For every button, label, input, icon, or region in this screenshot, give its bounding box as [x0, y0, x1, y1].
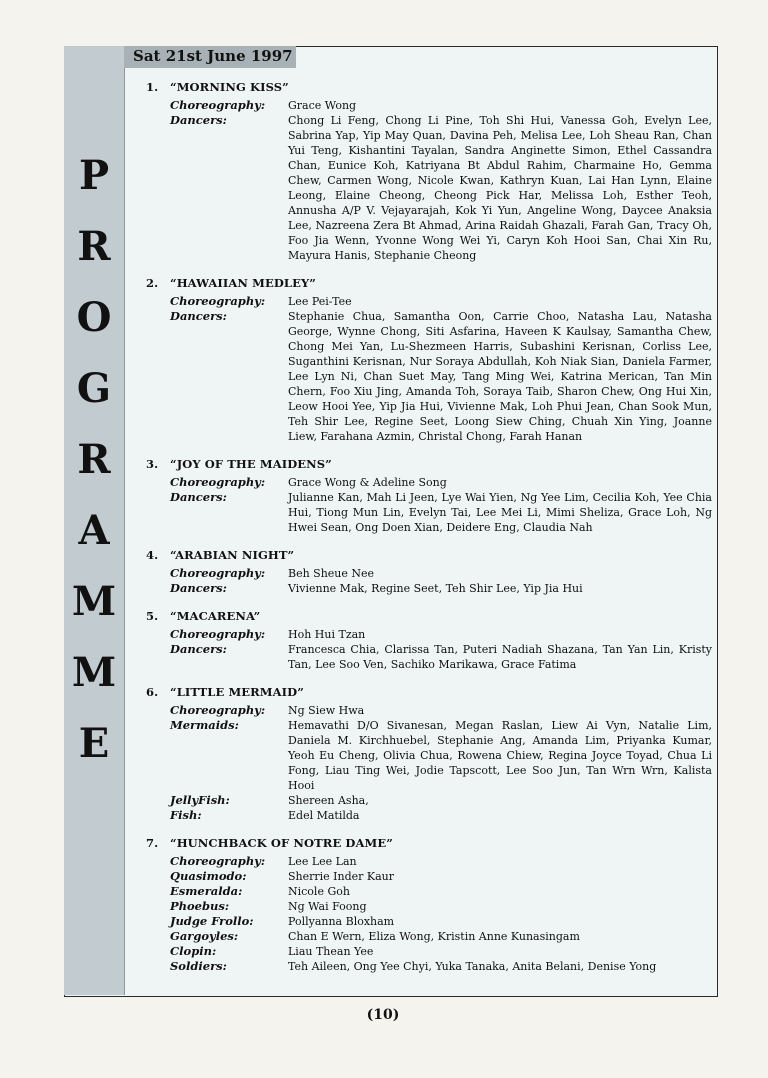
title-letter: P: [78, 152, 110, 199]
credit-names: Chong Li Feng, Chong Li Pine, Toh Shi Hui, Vanessa Goh, Evelyn Lee, Sabrina Yap, Yip May Quan, Davina Peh, Melisa Lee, Loh Sheau Ran, Chan Yui Teng, Kishantini Tayalan, Sandra Anginette Simon, Ethel Cassandra Chan, Eunice Koh, Katriyana Bt Abdul Rahim, Charmaine Ho, Gemma Chew, Carmen Wong, Nicole Kwan, Kathryn Kuan, Lai Han Lynn, Elaine Leong, Elaine Cheong, Cheong Pick Har, Melissa Loh, Esther Teoh, Annusha A/P V. Vejayarajah, Kok Yi Yun, Angeline Wong, Daycee Anaksia Lee, Nazreena Zera Bt Ahmad, Arina Raidah Ghazali, Farah Gan, Tracy Oh, Foo Jia Wenn, Yvonne Wong Wei Yi, Caryn Koh Hooi San, Chai Xin Ru, Mayura Hanis, Stephanie Cheong: [288, 114, 712, 262]
credit-row: [146, 959, 714, 974]
item-title: “LITTLE MERMAID”: [170, 685, 304, 699]
credit-names: Liau Thean Yee: [288, 945, 374, 958]
item-number: 4.: [146, 548, 159, 562]
programme-vertical-title: [64, 152, 124, 767]
item-heading: [146, 456, 714, 472]
item-heading: [146, 608, 714, 624]
item-title: “ARABIAN NIGHT”: [170, 548, 295, 562]
credit-role: Soldiers:: [170, 959, 227, 973]
item-title: “MORNING KISS”: [170, 80, 289, 94]
credit-row: [146, 703, 714, 718]
credit-row: [146, 627, 714, 642]
credit-row: [146, 793, 714, 808]
credit-names: Julianne Kan, Mah Li Jeen, Lye Wai Yien, Ng Yee Lim, Cecilia Koh, Yee Chia Hui, Tiong Mun Lin, Evelyn Tai, Lee Mei Li, Mimi Sheliza, Grace Loh, Ng Hwei Sean, Ong Doen Xian, Deidere Eng, Claudia Nah: [288, 491, 712, 534]
credit-role: Choreography:: [170, 98, 266, 112]
title-letter: M: [71, 578, 117, 625]
credit-names: Stephanie Chua, Samantha Oon, Carrie Choo, Natasha Lau, Natasha George, Wynne Chong, Siti Asfarina, Haveen K Kaulsay, Samantha Chew, Chong Mei Yan, Lu-Shezmeen Harris, Subashini Kerisnan, Corliss Lee, Suganthini Kerisnan, Nur Soraya Abdullah, Koh Niak Sian, Daniela Farmer, Lee Lyn Ni, Chan Suet May, Tang Ming Wei, Katrina Merican, Tan Min Chern, Foo Xiu Jing, Amanda Toh, Soraya Taib, Sharon Chew, Ong Hui Xin, Leow Hooi Yee, Yip Jia Hui, Vivienne Mak, Loh Phui Jean, Chan Sook Mun, Teh Shir Lee, Regine Seet, Loong Siew Ching, Chuah Xin Ying, Joanne Liew, Farahana Azmin, Christal Chong, Farah Hanan: [288, 310, 712, 443]
credit-role: Fish:: [170, 808, 202, 822]
title-letter: R: [77, 223, 111, 270]
item-number: 3.: [146, 457, 159, 471]
programme-item: [146, 835, 714, 974]
credit-row: [146, 642, 714, 672]
title-letter: E: [78, 720, 110, 767]
credit-role: Dancers:: [170, 581, 227, 595]
title-letter: M: [71, 649, 117, 696]
title-letter: O: [76, 294, 112, 341]
item-number: 2.: [146, 276, 159, 290]
item-heading: [146, 547, 714, 563]
credit-row: [146, 98, 714, 113]
credit-role: Dancers:: [170, 113, 227, 127]
credit-role: Choreography:: [170, 627, 266, 641]
credit-role: Choreography:: [170, 566, 266, 580]
item-heading: [146, 275, 714, 291]
credit-role: Phoebus:: [170, 899, 230, 913]
item-number: 7.: [146, 836, 159, 850]
credit-row: [146, 309, 714, 444]
credit-names: Lee Pei-Tee: [288, 295, 352, 308]
credit-row: [146, 854, 714, 869]
credit-role: Esmeralda:: [170, 884, 243, 898]
credit-names: Nicole Goh: [288, 885, 350, 898]
credit-row: [146, 566, 714, 581]
performance-date: Sat 21st June 1997: [133, 47, 293, 65]
title-letter: G: [76, 365, 112, 412]
credit-names: Hemavathi D/O Sivanesan, Megan Raslan, Liew Ai Vyn, Natalie Lim, Daniela M. Kirchhuebel, Stephanie Ang, Amanda Lim, Priyanka Kumar, Yeoh Eu Cheng, Olivia Chua, Rowena Chiew, Regina Joyce Toyad, Chua Li Fong, Liau Ting Wei, Jodie Tapscott, Lee Soo Jun, Tan Wrn Wrn, Kalista Hooi: [288, 719, 712, 792]
date-banner: [124, 46, 296, 68]
credit-row: [146, 475, 714, 490]
title-letter: A: [78, 507, 110, 554]
credit-role: Dancers:: [170, 642, 227, 656]
programme-item: [146, 79, 714, 263]
credit-names: Hoh Hui Tzan: [288, 628, 366, 641]
item-title: “MACARENA”: [170, 609, 261, 623]
title-letter: R: [77, 436, 111, 483]
item-heading: [146, 684, 714, 700]
credit-row: [146, 581, 714, 596]
item-number: 5.: [146, 609, 159, 623]
credit-names: Chan E Wern, Eliza Wong, Kristin Anne Kunasingam: [288, 930, 580, 943]
credit-role: Dancers:: [170, 490, 227, 504]
item-number: 6.: [146, 685, 159, 699]
credit-names: Teh Aileen, Ong Yee Chyi, Yuka Tanaka, Anita Belani, Denise Yong: [288, 960, 657, 973]
programme-item: [146, 547, 714, 596]
credit-role: Choreography:: [170, 475, 266, 489]
credit-names: Sherrie Inder Kaur: [288, 870, 395, 883]
programme-item: [146, 684, 714, 823]
credit-names: Ng Siew Hwa: [288, 704, 365, 717]
credit-row: [146, 914, 714, 929]
credit-names: Pollyanna Bloxham: [288, 915, 395, 928]
programme-item: [146, 275, 714, 444]
programme-list: [146, 79, 714, 986]
credit-names: Grace Wong: [288, 99, 357, 112]
credit-role: Choreography:: [170, 703, 266, 717]
credit-row: [146, 944, 714, 959]
item-heading: [146, 79, 714, 95]
credit-row: [146, 808, 714, 823]
credit-row: [146, 884, 714, 899]
credit-role: Gargoyles:: [170, 929, 239, 943]
credit-row: [146, 929, 714, 944]
credit-role: Clopin:: [170, 944, 217, 958]
credit-role: JellyFish:: [170, 793, 230, 807]
credit-role: Mermaids:: [170, 718, 239, 732]
credit-role: Judge Frollo:: [170, 914, 254, 928]
item-title: “HAWAIIAN MEDLEY”: [170, 276, 316, 290]
item-title: “JOY OF THE MAIDENS”: [170, 457, 332, 471]
credit-row: [146, 490, 714, 535]
credit-row: [146, 869, 714, 884]
credit-row: [146, 718, 714, 793]
credit-names: Shereen Asha,: [288, 794, 369, 807]
credit-names: Edel Matilda: [288, 809, 360, 822]
item-title: “HUNCHBACK OF NOTRE DAME”: [170, 836, 393, 850]
credit-names: Lee Lee Lan: [288, 855, 357, 868]
credit-row: [146, 113, 714, 263]
programme-item: [146, 608, 714, 672]
credit-role: Dancers:: [170, 309, 227, 323]
credit-names: Beh Sheue Nee: [288, 567, 375, 580]
item-number: 1.: [146, 80, 159, 94]
credit-role: Choreography:: [170, 854, 266, 868]
item-heading: [146, 835, 714, 851]
credit-row: [146, 294, 714, 309]
programme-item: [146, 456, 714, 535]
credit-names: Francesca Chia, Clarissa Tan, Puteri Nadiah Shazana, Tan Yan Lin, Kristy Tan, Lee Soo Ven, Sachiko Marikawa, Grace Fatima: [288, 643, 712, 671]
page-number: (10): [366, 1007, 400, 1023]
credit-role: Quasimodo:: [170, 869, 247, 883]
credit-row: [146, 899, 714, 914]
credit-names: Ng Wai Foong: [288, 900, 367, 913]
credit-role: Choreography:: [170, 294, 266, 308]
credit-names: Vivienne Mak, Regine Seet, Teh Shir Lee, Yip Jia Hui: [288, 582, 583, 595]
credit-names: Grace Wong & Adeline Song: [288, 476, 447, 489]
